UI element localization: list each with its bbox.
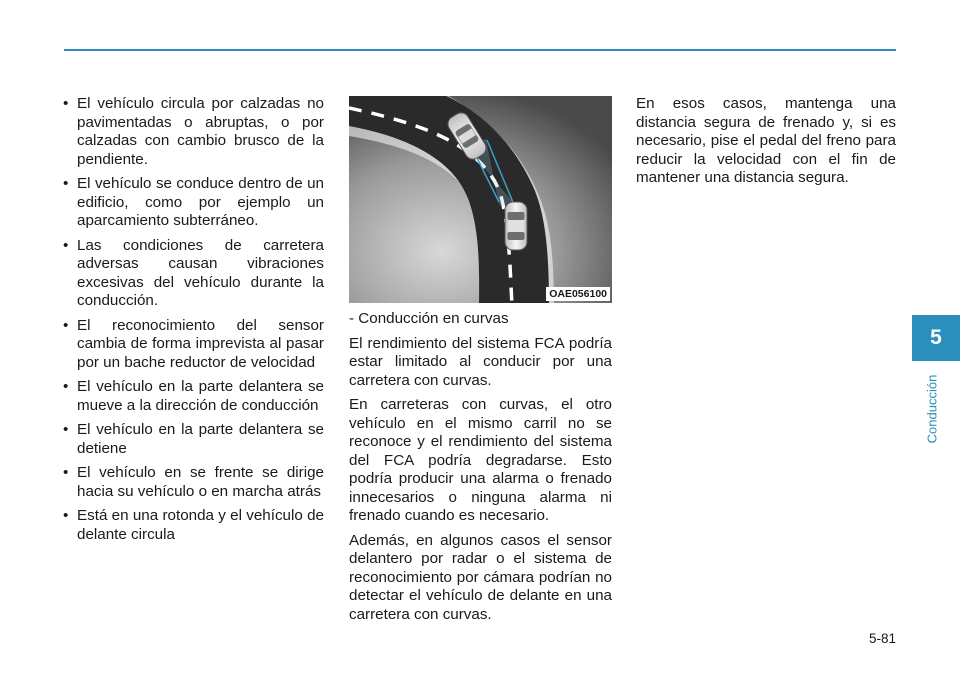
figure-code: OAE056100 xyxy=(546,287,610,301)
list-item: • El vehículo circula por calzadas no pavimentadas o abruptas, o por calzadas con cambio brusco de la pendiente. xyxy=(62,95,324,169)
list-item: • Está en una rotonda y el vehículo de delante circula xyxy=(62,507,324,544)
chapter-title xyxy=(921,368,943,450)
chapter-tab: 5 xyxy=(912,315,960,361)
own-vehicle-icon xyxy=(505,202,527,250)
list-item: • El vehículo se conduce dentro de un edificio, como por ejemplo un aparcamiento subterráneo. xyxy=(62,175,324,231)
chapter-title-text: Conducción xyxy=(924,374,940,444)
column-middle xyxy=(349,310,612,630)
road-curve-drawing xyxy=(349,96,612,303)
paragraph: El rendimiento del sistema FCA podría estar limitado al conducir por una carretera con curvas. xyxy=(349,334,612,389)
list-item: • El vehículo en la parte delantera se mueve a la dirección de conducción xyxy=(62,378,324,415)
paragraph: En esos casos, mantenga una distancia segura de frenado y, si es necesario, pise el pedal del freno para reducir la velocidad con el fin de mantener una distancia segura. xyxy=(636,95,896,186)
list-item: • Las condiciones de carretera adversas causan vibraciones excesivas del vehículo durante la conducción. xyxy=(62,237,324,311)
list-item: • El reconocimiento del sensor cambia de forma imprevista al pasar por un bache reductor de velocidad xyxy=(62,317,324,373)
curve-driving-illustration xyxy=(349,96,612,303)
limitation-list xyxy=(62,95,324,544)
page-number: 5-81 xyxy=(868,631,896,646)
column-right xyxy=(636,95,896,194)
header-rule xyxy=(64,49,896,51)
list-item: • El vehículo en la parte delantera se detiene xyxy=(62,421,324,458)
list-item: • El vehículo en se frente se dirige hacia su vehículo o en marcha atrás xyxy=(62,464,324,501)
section-heading: - Conducción en curvas xyxy=(349,310,509,327)
column-left xyxy=(62,95,324,550)
paragraph: Además, en algunos casos el sensor delantero por radar o el sistema de reconocimiento por cámara podrían no detectar el vehículo de delante en una carretera con curvas. xyxy=(349,531,612,623)
paragraph: En carreteras con curvas, el otro vehículo en el mismo carril no se reconoce y el rendimiento del sistema del FCA podría degradarse. Esto podría producir una alarma o frenado innecesarios o ninguna alarma ni frenado cuando es necesario. xyxy=(349,396,612,524)
